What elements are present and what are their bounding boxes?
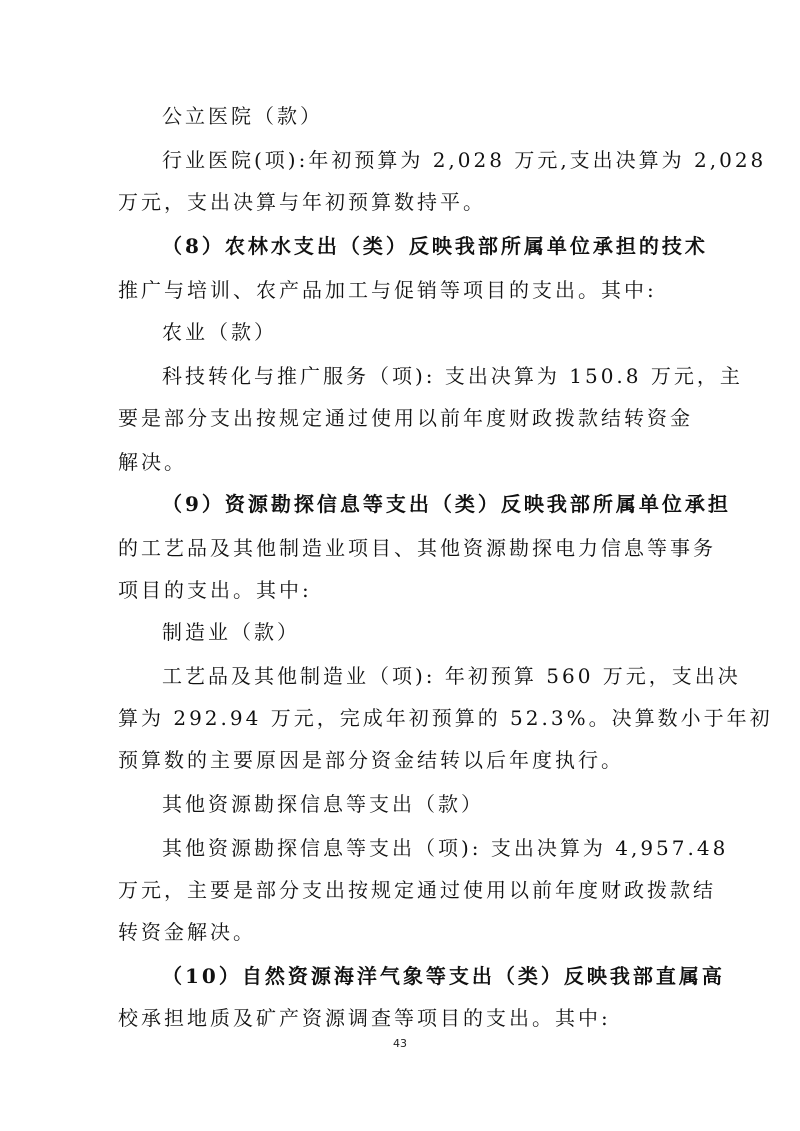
paragraph-line: 科技转化与推广服务（项): 支出决算为 150.8 万元，主 — [162, 364, 743, 388]
paragraph-line: 行业医院(项):年初预算为 2,028 万元,支出决算为 2,028 — [162, 148, 767, 172]
section-heading-10: （10）自然资源海洋气象等支出（类）反映我部直属高 — [162, 964, 725, 988]
paragraph-line: 转资金解决。 — [118, 920, 256, 944]
paragraph-line: 万元，主要是部分支出按规定通过使用以前年度财政拨款结 — [118, 878, 716, 902]
paragraph-line: 校承担地质及矿产资源调查等项目的支出。其中: — [118, 1006, 611, 1030]
section-heading-8: （8）农林水支出（类）反映我部所属单位承担的技术 — [162, 234, 708, 258]
heading-agriculture: 农业（款） — [162, 320, 277, 344]
paragraph-line: 要是部分支出按规定通过使用以前年度财政拨款结转资金 — [118, 406, 693, 430]
paragraph-line: 其他资源勘探信息等支出（项): 支出决算为 4,957.48 — [162, 836, 729, 860]
paragraph-line: 工艺品及其他制造业（项): 年初预算 560 万元，支出决 — [162, 664, 741, 688]
heading-public-hospital: 公立医院（款） — [162, 104, 323, 128]
page-number: 43 — [393, 1037, 407, 1050]
heading-other-resources: 其他资源勘探信息等支出（款） — [162, 792, 484, 816]
paragraph-line: 万元，支出决算与年初预算数持平。 — [118, 190, 486, 214]
section-heading-9: （9）资源勘探信息等支出（类）反映我部所属单位承担 — [162, 492, 731, 516]
paragraph-line: 项目的支出。其中: — [118, 578, 312, 602]
paragraph-line: 算为 292.94 万元，完成年初预算的 52.3%。决算数小于年初 — [118, 706, 773, 730]
paragraph-line: 预算数的主要原因是部分资金结转以后年度执行。 — [118, 748, 624, 772]
paragraph-line: 解决。 — [118, 450, 187, 474]
paragraph-line: 推广与培训、农产品加工与促销等项目的支出。其中: — [118, 278, 657, 302]
heading-manufacturing: 制造业（款） — [162, 620, 300, 644]
paragraph-line: 的工艺品及其他制造业项目、其他资源勘探电力信息等事务 — [118, 536, 716, 560]
